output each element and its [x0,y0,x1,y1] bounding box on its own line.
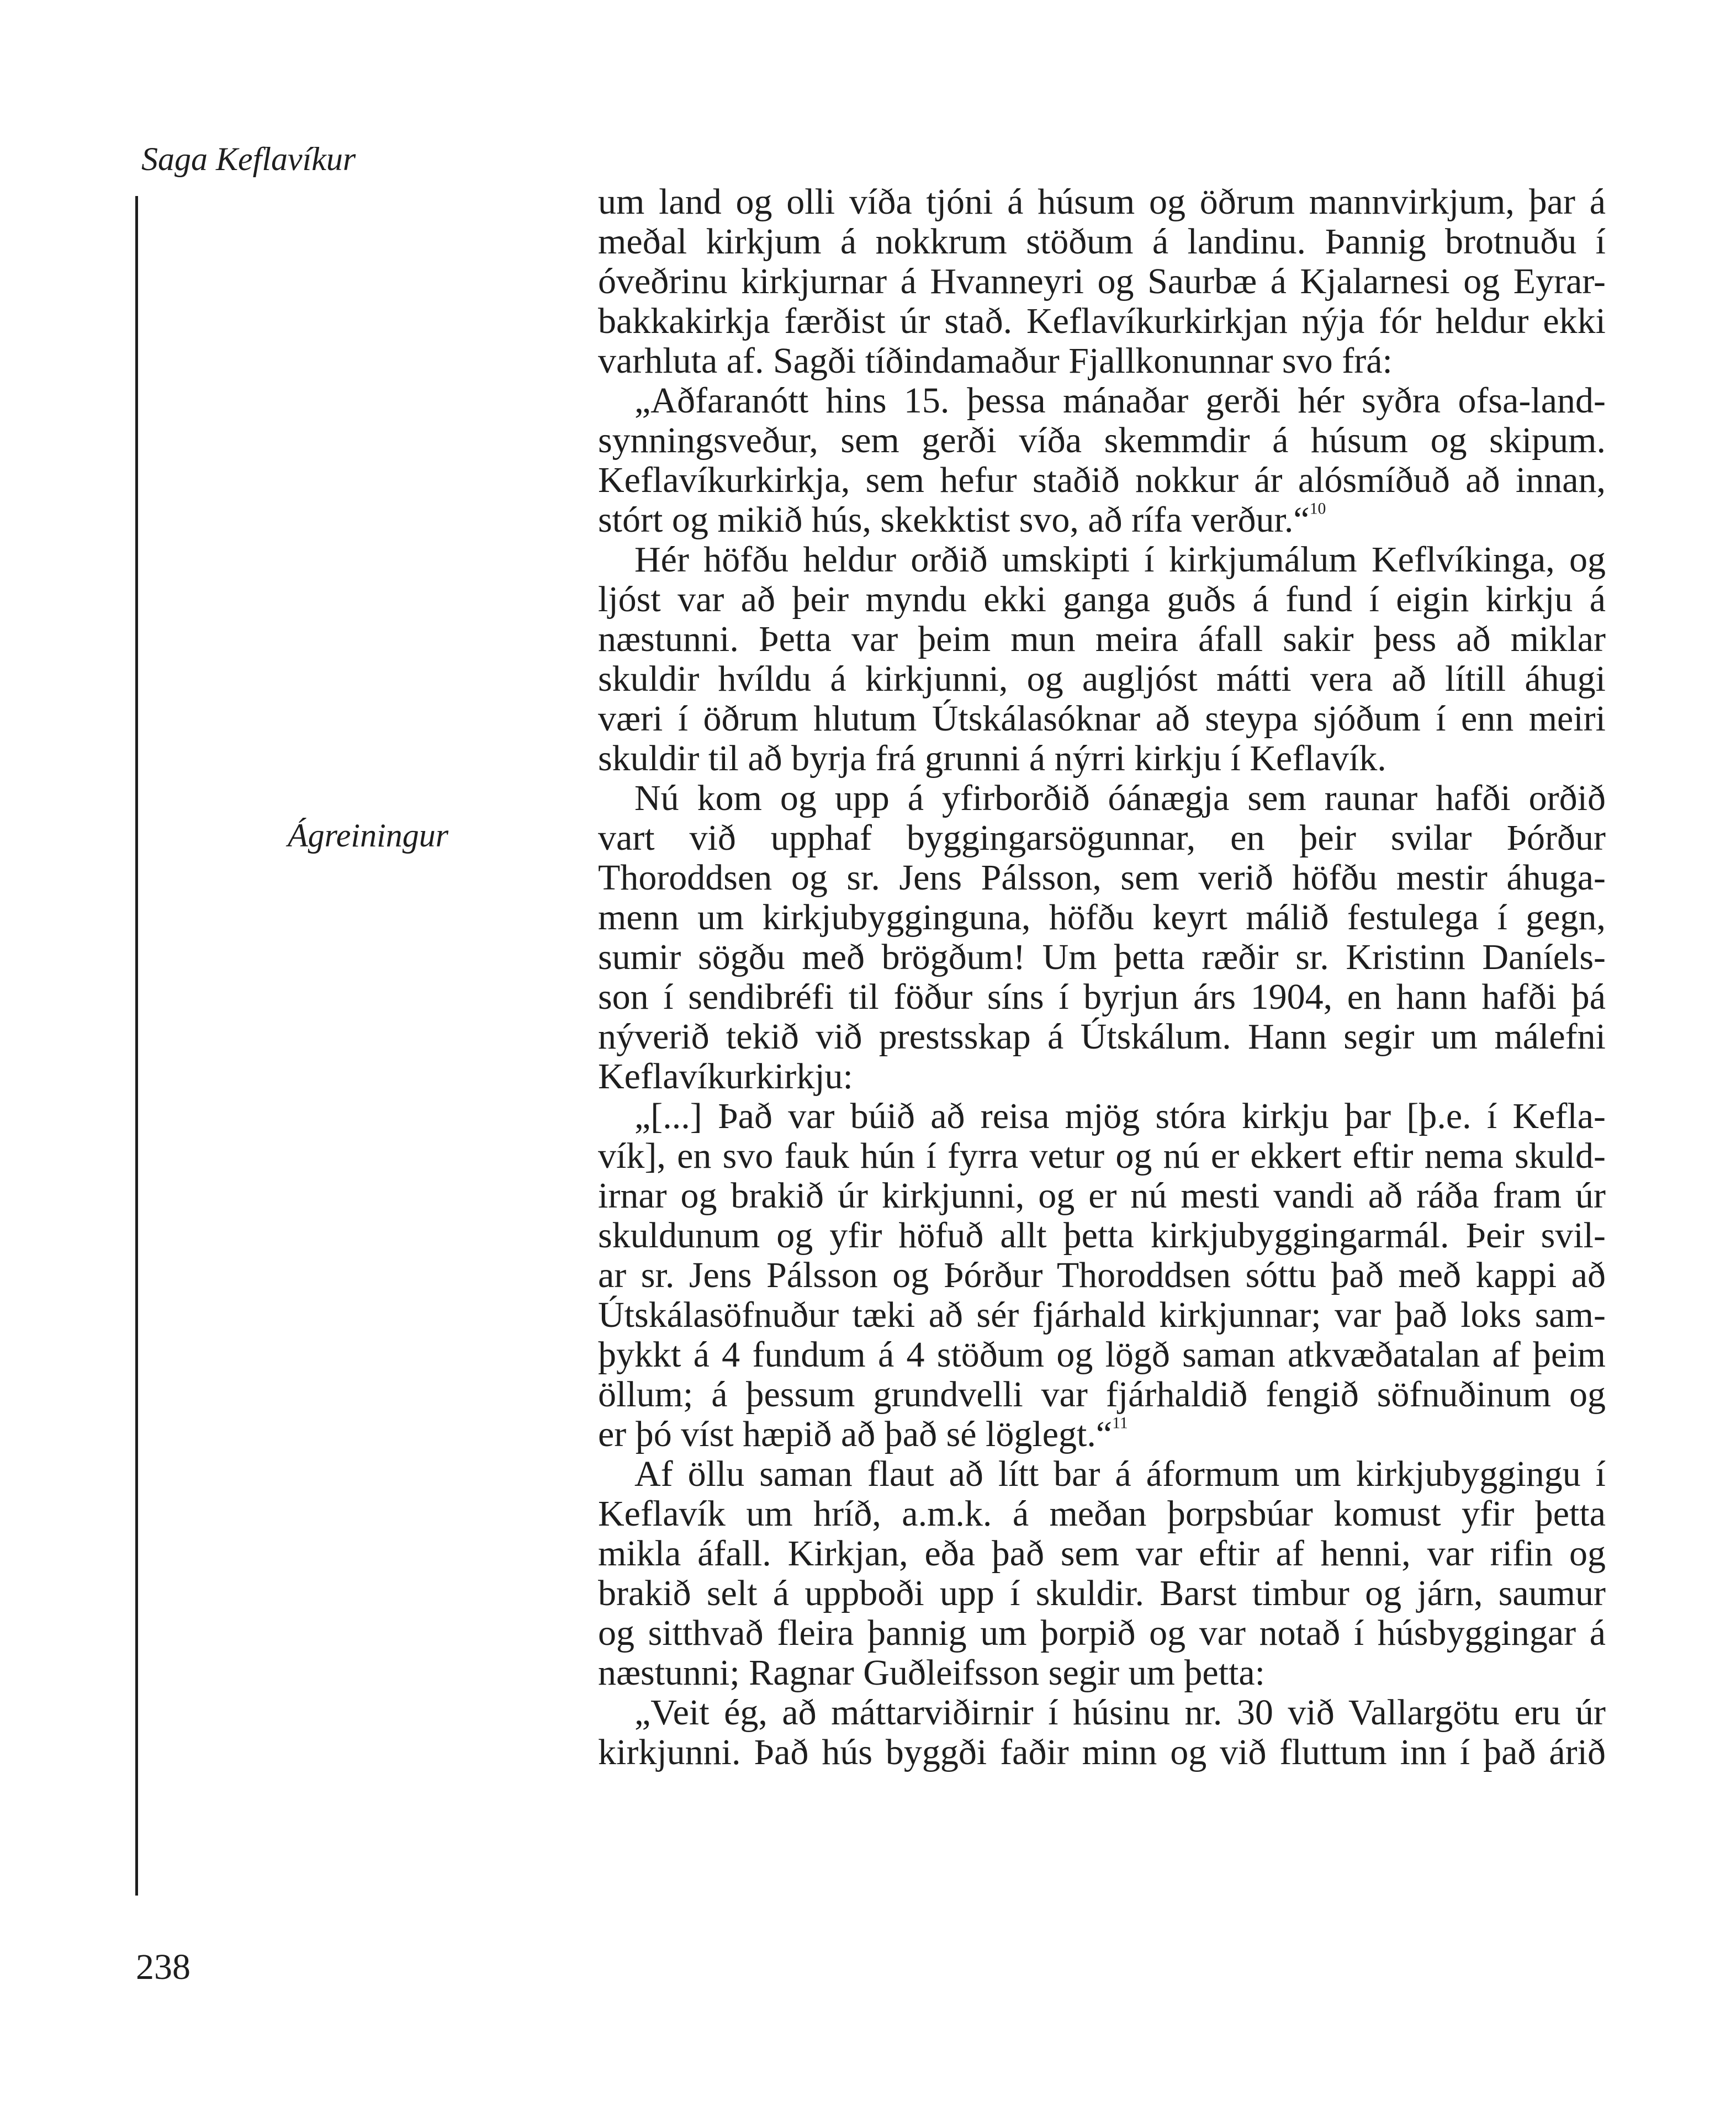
text-line: skuldir til að byrja frá grunni á nýrri kirkju í Keflavík. [598,738,1386,779]
text-line: „[...] Það var búið að reisa mjög stóra kirkju þar [þ.e. í Kefla- [634,1096,1606,1136]
text-line: varhluta af. Sagði tíðindamaður Fjallkonunnar svo frá: [598,341,1393,381]
text-line: meðal kirkjum á nokkrum stöðum á landinu. Þannig brotnuðu í [598,221,1606,262]
text-line: Keflavíkurkirkja, sem hefur staðið nokkur ár alósmíðuð að innan, [598,460,1606,500]
margin-rule [135,196,138,1896]
text-line: „Veit ég, að máttarviðirnir í húsinu nr. 30 við Vallargötu eru úr [634,1692,1606,1733]
text-line: næstunni. Þetta var þeim mun meira áfall sakir þess að miklar [598,619,1606,659]
text-line: bakkakirkja færðist úr stað. Keflavíkurkirkjan nýja fór heldur ekki [598,301,1606,341]
text-line: menn um kirkjubygginguna, höfðu keyrt málið festulega í gegn, [598,897,1606,938]
text-line: næstunni; Ragnar Guðleifsson segir um þetta: [598,1653,1266,1693]
text-line: ar sr. Jens Pálsson og Þórður Thoroddsen sóttu það með kappi að [598,1255,1606,1295]
text-line: og sitthvað fleira þannig um þorpið og var notað í húsbyggingar á [598,1613,1606,1653]
text-line: nýverið tekið við prestsskap á Útskálum. Hann segir um málefni [598,1017,1606,1057]
text-line: væri í öðrum hlutum Útskálasóknar að steypa sjóðum í enn meiri [598,698,1606,739]
text-line: stórt og mikið hús, skekktist svo, að rífa verður.“$^{10}$ [598,500,1326,540]
footnote-ref: 11 [1112,1414,1128,1432]
text-line: mikla áfall. Kirkjan, eða það sem var eftir af henni, var rifin og [598,1533,1606,1574]
text-line: irnar og brakið úr kirkjunni, og er nú mesti vandi að ráða fram úr [598,1176,1606,1216]
text-line: son í sendibréfi til föður síns í byrjun árs 1904, en hann hafði þá [598,977,1606,1017]
text-line: skuldir hvíldu á kirkjunni, og augljóst mátti vera að lítill áhugi [598,659,1606,699]
text-line: öllum; á þessum grundvelli var fjárhaldið fengið söfnuðinum og [598,1374,1606,1415]
text-line: Hér höfðu heldur orðið umskipti í kirkjumálum Keflvíkinga, og [634,539,1606,580]
text-line: kirkjunni. Það hús byggði faðir minn og við fluttum inn í það árið [598,1732,1606,1772]
footnote-ref: 10 [1309,500,1326,518]
text-line: skuldunum og yfir höfuð allt þetta kirkjubyggingarmál. Þeir svil- [598,1215,1606,1256]
text-line: „Aðfaranótt hins 15. þessa mánaðar gerði hér syðra ofsa-land- [634,380,1606,421]
text-line: ljóst var að þeir myndu ekki ganga guðs á fund í eigin kirkju á [598,579,1606,620]
text-line: Keflavíkurkirkju: [598,1056,853,1097]
text-line: Útskálasöfnuður tæki að sér fjárhald kirkjunnar; var það loks sam- [598,1295,1606,1335]
text-line: óveðrinu kirkjurnar á Hvanneyri og Saurbæ á Kjalarnesi og Eyrar- [598,261,1606,301]
text-line: Nú kom og upp á yfirborðið óánægja sem raunar hafði orðið [634,778,1606,818]
text-line: vart við upphaf byggingarsögunnar, en þeir svilar Þórður [598,818,1606,858]
running-head: Saga Keflavíkur [141,141,356,177]
text-line: vík], en svo fauk hún í fyrra vetur og nú er ekkert eftir nema skuld- [598,1136,1606,1176]
text-line: Keflavík um hríð, a.m.k. á meðan þorpsbúar komust yfir þetta [598,1494,1606,1534]
body-text [598,182,1606,1772]
margin-note: Ágreiningur [288,817,449,854]
text-line: Thoroddsen og sr. Jens Pálsson, sem verið höfðu mestir áhuga- [598,857,1606,898]
text-line: brakið selt á uppboði upp í skuldir. Barst timbur og járn, saumur [598,1573,1606,1613]
text-line: þykkt á 4 fundum á 4 stöðum og lögð saman atkvæðatalan af þeim [598,1335,1606,1375]
text-line: synningsveður, sem gerði víða skemmdir á húsum og skipum. [598,420,1606,460]
text-line: um land og olli víða tjóni á húsum og öðrum mannvirkjum, þar á [598,182,1606,222]
text-line: sumir sögðu með brögðum! Um þetta ræðir sr. Kristinn Daníels- [598,937,1606,977]
page-number: 238 [136,1947,190,1987]
text-line: Af öllu saman flaut að lítt bar á áformum um kirkjubyggingu í [634,1454,1606,1494]
text-line: er þó víst hæpið að það sé löglegt.“$^{11}$ [598,1414,1128,1454]
